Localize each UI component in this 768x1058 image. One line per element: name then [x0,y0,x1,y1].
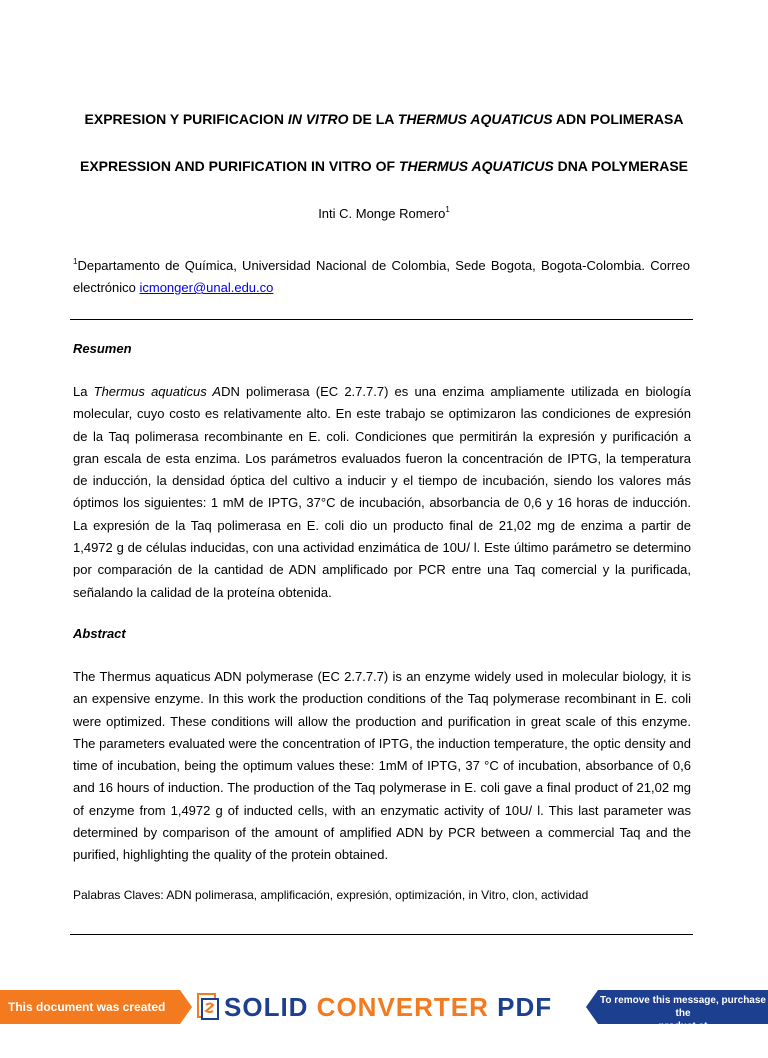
resumen-body: DN polimerasa (EC 2.7.7.7) es una enzima ampliamente utilizada en biología molecular, cuyo costo es relativamente alto. En este trabajo se optimizaron las condiciones de expresión de la Taq polimerasa recombinante en E. coli. Condiciones que permitirán la expresión y purificación a gran escala de esta enzima. Los parámetros evaluados fueron la concentración de IPTG, la temperatura de inducción, la densidad óptica del cultivo a inducir y el tiempo de incubación, siendo los valores más óptimos los siguientes: 1 mM de IPTG, 37°C de incubación, absorbancia de 0,6 y 16 horas de inducción. La expresión de la Taq polimerasa en E. coli dio un producto final de 21,02 mg de enzima a partir de 1,4972 g de células inducidas, con una actividad enzimática de 10U/ l. Este último parámetro se determino por comparación de la cantidad de ADN amplificado por PCR entre una Taq comercial y la purificada, señalando la calidad de la proteína obtenida. [73,384,691,600]
resumen-paragraph [73,381,691,604]
title-en-italic-1: THERMUS AQUATICUS [398,158,554,174]
affiliation-superscript: 1 [73,257,78,266]
document-logo-icon [196,993,220,1021]
brand-logo-text [224,992,552,1022]
banner-left-text: This document was created using [0,990,180,1024]
resumen-lead: La [73,384,94,399]
bottom-divider [70,934,693,935]
top-divider [70,319,693,320]
title-spanish [40,111,728,127]
purchase-line-2: product at www.SolidDocuments.com [619,1021,747,1045]
title-en-text-2: DNA POLYMERASE [553,158,689,174]
email-link[interactable]: icmonger@unal.edu.co [139,280,274,295]
resumen-heading: Resumen [73,341,132,356]
title-es-italic-1: IN VITRO [287,111,349,127]
title-es-text-2: DE LA [348,111,398,127]
brand-solid: SOLID [224,992,317,1022]
title-en-text-1: EXPRESSION AND PURIFICATION IN VITRO OF [79,158,399,174]
abstract-paragraph: The Thermus aquaticus ADN polymerase (EC 2.7.7.7) is an enzyme widely used in molecular biology, it is an expensive enzyme. In this work the production conditions of the Taq polymerase recombinant in E. coli were optimized. These conditions will allow the production and purification in great scale of this enzyme. The parameters evaluated were the concentration of IPTG, the induction temperature, the optic density and time of incubation, being the optimum values these: 1mM of IPTG, 37 °C of incubation, absorbance of 0,6 and 16 hours of induction. The production of the Taq polymerase in E. coli gave a final product of 21,02 mg of enzyme from 1,4972 g of inducted cells, with an enzymatic activity of 10U/ l. This last parameter was determined by comparison of the amount of amplified ADN by PCR between a commercial Taq and the purified, highlighting the quality of the protein obtained. [73,669,691,863]
keywords: Palabras Claves: ADN polimerasa, amplificación, expresión, optimización, in Vitro, clon, actividad [73,888,589,902]
abstract-heading: Abstract [73,626,126,641]
title-es-text-1: EXPRESION Y PURIFICACION [84,111,288,127]
brand-pdf: PDF [497,992,553,1022]
author-superscript: 1 [445,205,450,214]
banner-left-arrow [180,990,192,1024]
affiliation-text: Departamento de Química, Universidad Nacional de Colombia, Sede Bogota, Bogota-Colombia. Correo electrónico [73,258,690,295]
watermark-banner[interactable] [0,990,768,1048]
author-name: Inti C. Monge Romero [318,206,446,221]
author-line [0,205,768,221]
resumen-italic-species: Thermus aquaticus A [93,384,222,399]
title-es-italic-2: THERMUS AQUATICUS [397,111,553,127]
banner-purchase-message[interactable] [598,990,768,1045]
title-english [40,158,728,174]
brand-converter: CONVERTER [316,992,498,1022]
title-es-text-3: ADN POLIMERASA [552,111,684,127]
affiliation [73,251,690,299]
purchase-line-1: To remove this message, purchase the [600,995,766,1019]
banner-right-arrow [586,990,598,1024]
